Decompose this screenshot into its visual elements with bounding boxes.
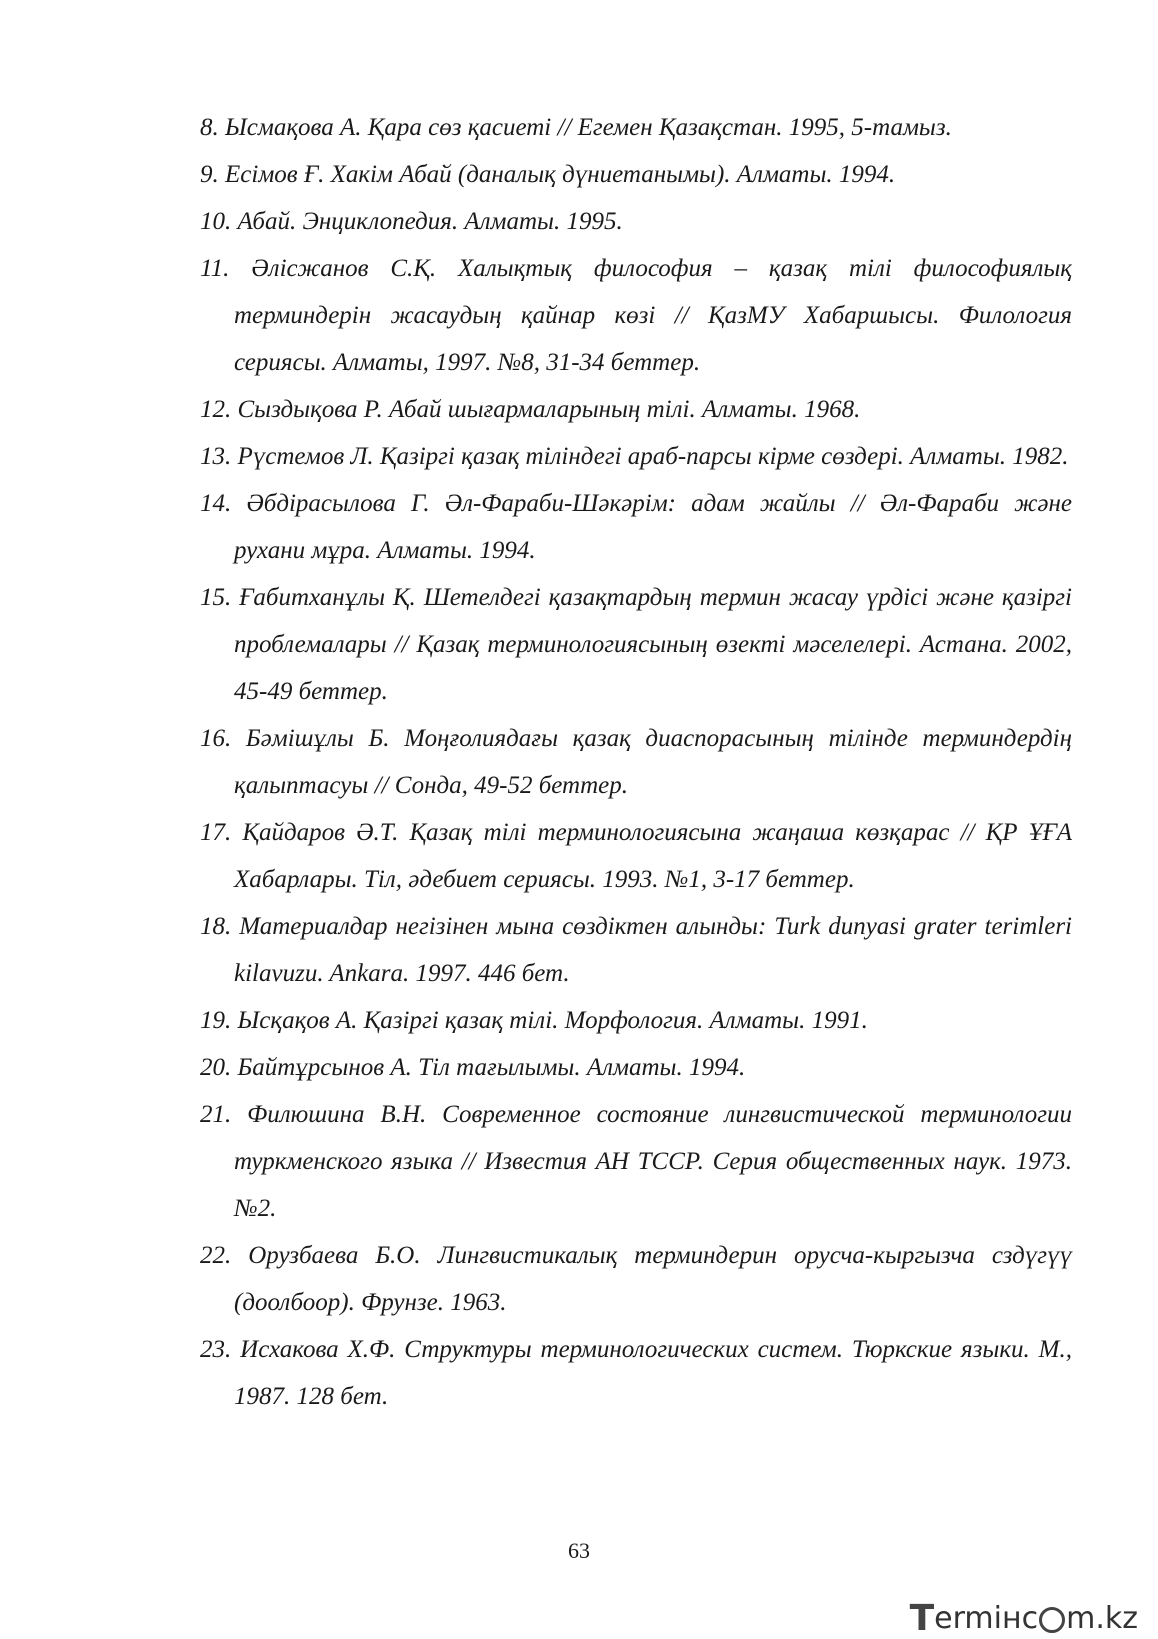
reference-number: 18. (200, 913, 232, 940)
reference-item (200, 104, 1072, 151)
reference-number: 14. (200, 490, 232, 517)
reference-item (200, 715, 1072, 809)
reference-number: 13. (200, 443, 232, 470)
reference-text: Әлісжанов С.Қ. Халықтық философия – қазақ тілі философиялық терминдерін жасаудың қайнар көзі // ҚазМУ Хабаршысы. Филология сериясы. Алматы, 1997. №8, 31-34 беттер. (234, 255, 1073, 376)
reference-item (200, 574, 1072, 715)
reference-item (200, 1091, 1072, 1232)
reference-text: Бәмішұлы Б. Моңғолиядағы қазақ диаспорасының тілінде терминдердің қалыптасуы // Сонда, 49-52 беттер. (234, 725, 1072, 799)
watermark-letter-t: T (909, 1598, 935, 1639)
reference-text: Әбдірасылова Г. Әл-Фараби-Шәкәрім: адам жайлы // Әл-Фараби және рухани мұра. Алматы. 1994. (234, 490, 1073, 564)
reference-number: 22. (200, 1242, 232, 1269)
reference-number: 11. (200, 255, 230, 282)
reference-item (200, 151, 1072, 198)
reference-text: Орузбаева Б.О. Лингвистикалық терминдерин орусча-кыргызча сздүгүү (доолбоор). Фрунзе. 1963. (234, 1242, 1072, 1316)
watermark-text-end: m.kz (1066, 1601, 1138, 1636)
reference-item (200, 1326, 1072, 1420)
reference-item (200, 1232, 1072, 1326)
reference-number: 12. (200, 396, 232, 423)
watermark-circle-icon (1039, 1607, 1065, 1633)
reference-number: 8. (200, 114, 219, 141)
reference-number: 21. (200, 1101, 232, 1128)
reference-item (200, 997, 1072, 1044)
reference-text: Материалдар негізінен мына сөздіктен алынды: Turk dunyasi grater terimleri kilavuzu. Ankara. 1997. 446 бет. (234, 913, 1073, 987)
reference-item (200, 386, 1072, 433)
reference-number: 20. (200, 1054, 232, 1081)
reference-number: 17. (200, 819, 232, 846)
reference-item (200, 433, 1072, 480)
reference-text: Ысқақов А. Қазіргі қазақ тілі. Морфология. Алматы. 1991. (237, 1007, 868, 1034)
reference-item (200, 245, 1072, 386)
reference-number: 10. (200, 208, 232, 235)
reference-text: Абай. Энциклопедия. Алматы. 1995. (237, 208, 623, 235)
site-watermark-logo (910, 1598, 1138, 1639)
reference-item (200, 480, 1072, 574)
reference-text: Байтұрсынов А. Тіл тағылымы. Алматы. 1994. (237, 1054, 746, 1081)
reference-text: Сыздықова Р. Абай шығармаларының тілі. Алматы. 1968. (237, 396, 861, 423)
reference-item (200, 809, 1072, 903)
reference-number: 23. (200, 1336, 232, 1363)
reference-text: Ысмақова А. Қара сөз қасиеті // Егемен Қазақстан. 1995, 5-тамыз. (225, 114, 952, 141)
reference-item (200, 1044, 1072, 1091)
reference-text: Есімов Ғ. Хакім Абай (даналық дүниетанымы). Алматы. 1994. (225, 161, 896, 188)
reference-text: Филюшина В.Н. Современное состояние лингвистической терминологии туркменского языка // Известия АН ТССР. Серия общественных наук. 1973. №2. (234, 1101, 1073, 1222)
reference-number: 15. (200, 584, 232, 611)
reference-item (200, 903, 1072, 997)
reference-number: 16. (200, 725, 232, 752)
reference-text: Қайдаров Ә.Т. Қазақ тілі терминологиясына жаңаша көзқарас // ҚР ҰҒА Хабарлары. Тіл, әдебиет сериясы. 1993. №1, 3-17 беттер. (234, 819, 1073, 893)
page-number: 63 (568, 1538, 590, 1563)
reference-text: Рүстемов Л. Қазіргі қазақ тіліндегі араб-парсы кірме сөздері. Алматы. 1982. (237, 443, 1069, 470)
reference-text: Ғабитханұлы Қ. Шетелдегі қазақтардың термин жасау үрдісі және қазіргі проблемалары // Қазақ терминологиясының өзекті мәселелері. Астана. 2002, 45-49 беттер. (234, 584, 1072, 705)
reference-text: Исхакова Х.Ф. Структуры терминологических систем. Тюркские языки. М., 1987. 128 бет. (234, 1336, 1072, 1410)
reference-list (200, 104, 1072, 1420)
reference-number: 9. (200, 161, 219, 188)
watermark-text-start: ermінc (934, 1601, 1039, 1636)
reference-item (200, 198, 1072, 245)
reference-number: 19. (200, 1007, 232, 1034)
